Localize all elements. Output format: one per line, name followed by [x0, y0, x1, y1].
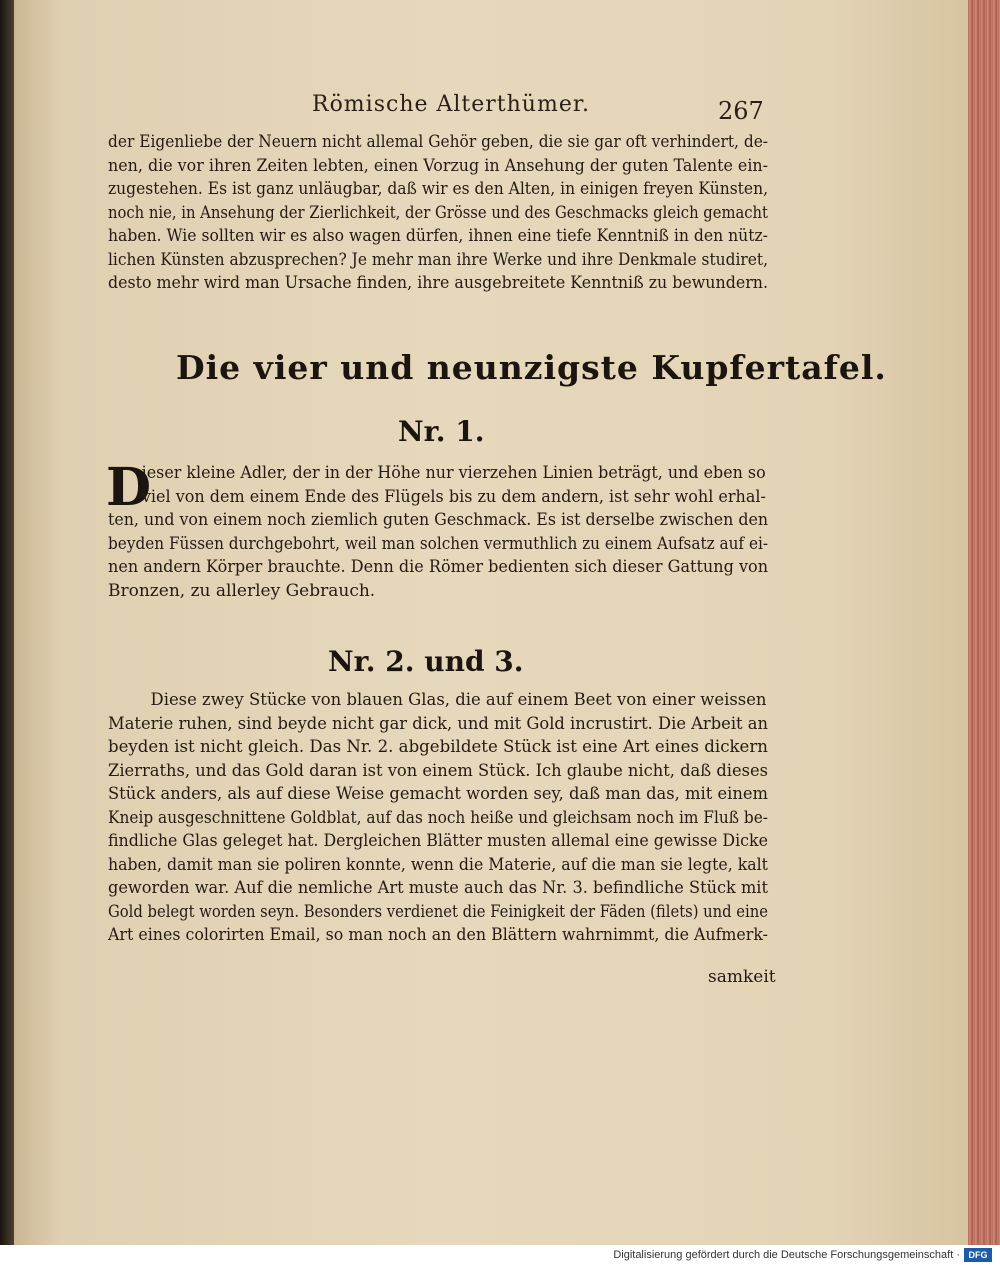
page-number: 267: [718, 97, 764, 125]
text-line: Art eines colorirten Email, so man noch an den Blättern wahrnimmt, die Aufmerk-: [108, 925, 769, 945]
text-line: geworden war. Auf die nemliche Art muste auch das Nr. 3. befindliche Stück mit: [108, 878, 768, 898]
text-line: viel von dem einem Ende des Flügels bis zu dem andern, ist sehr wohl erhal-: [141, 486, 766, 507]
text-line: Zierraths, und das Gold daran ist von einem Stück. Ich glaube nicht, daß dieses: [108, 760, 768, 781]
catchword: samkeit: [708, 967, 776, 987]
text-line: haben, damit man sie poliren konnte, wenn die Materie, auf die man sie legte, kalt: [108, 854, 768, 875]
text-line: findliche Glas geleget hat. Dergleichen Blätter musten allemal eine gewisse Dicke: [108, 831, 768, 851]
text-line: nen, die vor ihren Zeiten lebten, einen Vorzug in Ansehung der guten Talente ein-: [108, 155, 769, 176]
plate-title: Die vier und neunzigste Kupfertafel.: [176, 348, 887, 387]
text-line: ten, und von einem noch ziemlich guten Geschmack. Es ist derselbe zwischen den: [108, 510, 769, 530]
text-line: zugestehen. Es ist ganz unläugbar, daß wir es den Alten, in einigen freyen Künsten,: [108, 179, 769, 199]
intro-paragraph: [108, 131, 768, 296]
section1-paragraph: [106, 457, 769, 603]
text-line: Gold belegt worden seyn. Besonders verdienet die Feinigkeit der Fäden (filets) und eine: [108, 901, 769, 922]
text-line: Materie ruhen, sind beyde nicht gar dick, und mit Gold incrustirt. Die Arbeit an: [108, 713, 769, 734]
text-line: Stück anders, als auf diese Weise gemacht worden sey, daß man das, mit einem: [108, 784, 768, 804]
running-head: Römische Alterthümer.: [312, 92, 590, 117]
drop-cap: D: [106, 457, 152, 518]
page-edges: [968, 0, 1000, 1245]
section2-paragraph: [108, 689, 768, 948]
text-line: nen andern Körper brauchte. Denn die Römer bedienten sich dieser Gattung von: [108, 557, 769, 577]
text-line: Diese zwey Stücke von blauen Glas, die auf einem Beet von einer weissen: [150, 690, 767, 710]
digitization-credit-bar: [0, 1245, 1000, 1265]
dfg-logo: DFG: [964, 1248, 992, 1262]
text-line: beyden ist nicht gleich. Das Nr. 2. abgebildete Stück ist eine Art eines dickern: [108, 737, 768, 757]
text-line: beyden Füssen durchgebohrt, weil man solchen vermuthlich zu einem Aufsatz auf ei-: [108, 533, 769, 554]
text-line: ieser kleine Adler, der in der Höhe nur vierzehen Linien beträgt, und eben so: [141, 463, 766, 483]
credit-text: Digitalisierung gefördert durch die Deutsche Forschungsgemeinschaft ·: [613, 1249, 960, 1261]
section-heading-nr1: Nr. 1.: [398, 415, 485, 448]
section-heading-nr2-3: Nr. 2. und 3.: [328, 645, 524, 678]
text-line: der Eigenliebe der Neuern nicht allemal Gehör geben, die sie gar oft verhindert, de-: [108, 132, 769, 152]
text-line: Kneip ausgeschnittene Goldblat, auf das noch heiße und gleichsam noch im Fluß be-: [108, 807, 768, 828]
text-line: noch nie, in Ansehung der Zierlichkeit, der Grösse und des Geschmacks gleich gemacht: [108, 202, 768, 223]
text-line: lichen Künsten abzusprechen? Je mehr man ihre Werke und ihre Denkmale studiret,: [108, 249, 768, 270]
text-line: desto mehr wird man Ursache finden, ihre ausgebreitete Kenntniß zu bewundern.: [108, 273, 769, 293]
text-line: haben. Wie sollten wir es also wagen dürfen, ihnen eine tiefe Kenntniß in den nütz-: [108, 226, 768, 246]
text-line: Bronzen, zu allerley Gebrauch.: [108, 580, 376, 601]
